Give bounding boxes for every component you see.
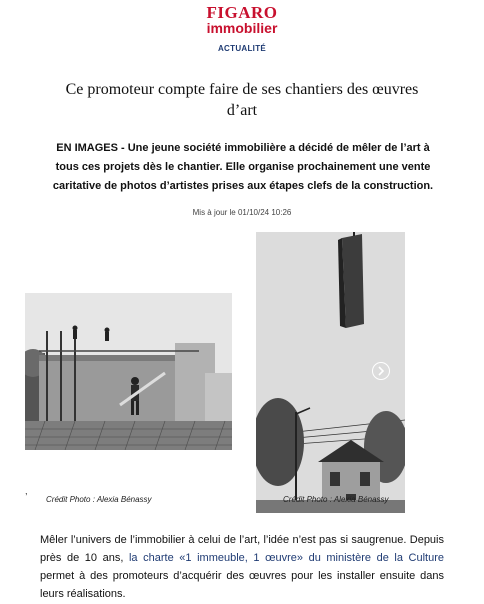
article-body [40, 531, 444, 603]
article-title: Ce promoteur compte faire de ses chantiers des œuvres d’art [65, 81, 419, 119]
logo-immobilier: immobilier [206, 20, 278, 36]
photo-credit-right: Crédit Photo : Alexia Bénassy [283, 495, 389, 504]
charte-link[interactable]: la charte «1 immeuble, 1 œuvre» du ministère de la Culture [128, 552, 444, 564]
category-label[interactable]: ACTUALITÉ [217, 44, 267, 53]
caption-bullet: , [25, 486, 28, 496]
gallery-next-button[interactable] [372, 362, 390, 380]
body-text-start: Mêler l’univers de l’immobilier à celui de l’art, l’idée n’est pas si saugrenue. Depuis près de 10 ans, [40, 534, 444, 564]
photo-construction-site[interactable] [25, 293, 232, 450]
update-timestamp: Mis à jour le 01/10/24 10:26 [192, 208, 292, 217]
photo-credit-left: Crédit Photo : Alexia Bénassy [46, 495, 152, 504]
article-lead: EN IMAGES - Une jeune société immobilière a décidé de mêler de l’art à tous ces projets dès le chantier. Elle organise prochainement une vente caritative de photos d’artistes prises aux étapes clefs de la construction. [52, 142, 434, 192]
chevron-right-icon [376, 366, 386, 376]
body-text-end: permet à des promoteurs d’acquérir des œuvres pour les installer ensuite dans leurs réalisations. [40, 570, 444, 600]
site-logo[interactable] [0, 4, 484, 35]
logo-figaro: FIGARO [206, 3, 278, 22]
